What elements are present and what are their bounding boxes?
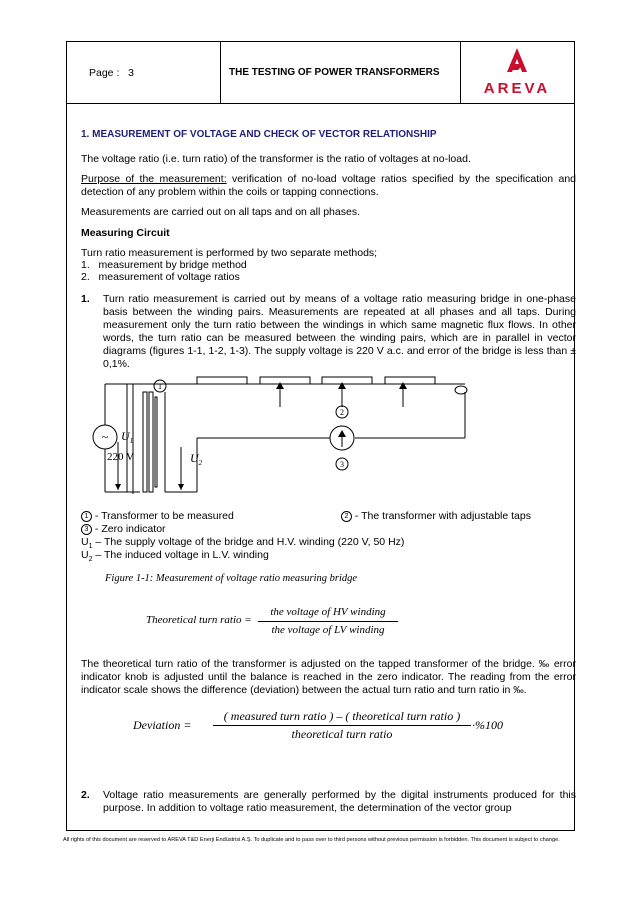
formula-2-denominator: theoretical turn ratio <box>291 727 393 741</box>
formula-1-numerator: the voltage of HV winding <box>270 606 386 618</box>
u2-label: $U_2$ <box>190 451 203 467</box>
diagram-label-1: 1 <box>158 382 162 391</box>
formula-1-lhs: Theoretical turn ratio = <box>146 614 252 626</box>
document-title: THE TESTING OF POWER TRANSFORMERS <box>229 67 440 78</box>
supply-voltage-label: 220 V <box>107 451 134 463</box>
adjustment-paragraph: The theoretical turn ratio of the transformer is adjusted on the tapped transformer of the bridge. ‰ error indicator knob is adjusted until the balance is reached in the zero indicator. The reading from the error indicator scale shows the difference (deviation) between the actual turn ratio and turn ratio in ‰. <box>81 658 576 696</box>
logo-text: AREVA <box>483 80 551 97</box>
item-1-number: 1. <box>81 293 90 305</box>
diagram-label-2: 2 <box>340 408 344 417</box>
document-title-cell <box>220 42 461 103</box>
page-number <box>89 67 134 79</box>
diagram-label-3: 3 <box>340 460 344 469</box>
legend-item-2: 2 - The transformer with adjustable taps <box>341 510 531 523</box>
legend-u1: $U_1$ – The supply voltage of the bridge and H.V. winding (220 V, 50 Hz) <box>81 536 405 551</box>
method-1: 1. measurement by bridge method <box>81 259 247 271</box>
areva-logo-icon <box>460 42 574 103</box>
copyright-footer: All rights of this document are reserved to AREVA T&D Enerji Endüstrisi A.Ş. To duplicate and to pass over to third persons without previous permission is forbidden. This document is subject to change. <box>63 837 560 843</box>
u1-label: $U_1$ <box>121 429 134 445</box>
formula-2-fraction-bar <box>213 725 471 726</box>
legend-item-3: 3 - Zero indicator <box>81 523 166 536</box>
ac-source-symbol: ~ <box>101 430 109 444</box>
logo-cell <box>460 42 574 103</box>
page-value: 3 <box>128 67 134 79</box>
formula-2-suffix: ·%100 <box>472 718 503 732</box>
figure-caption: Figure 1-1: Measurement of voltage ratio measuring bridge <box>105 573 358 584</box>
methods-intro: Turn ratio measurement is performed by two separate methods; <box>81 247 378 259</box>
legend-item-1: 1 - Transformer to be measured <box>81 510 234 523</box>
intro-paragraph: The voltage ratio (i.e. turn ratio) of the transformer is the ratio of voltages at no-load. <box>81 153 471 165</box>
item-1-text: Turn ratio measurement is carried out by means of a voltage ratio measuring bridge in one-phase basis between the winding pairs. Measurements are repeated at all phases and all taps. During measurement only the turn ratio between the windings in which same magnetic flux flows. In other words, the turn ratio can be measured between the winding pairs, which are in parallel in vector diagrams (figures 1-1, 1-2, 1-3). The supply voltage is 220 V a.c. and error of the bridge is less than ± 0,1%. <box>103 293 576 370</box>
legend-u2: $U_2$ – The induced voltage in L.V. winding <box>81 549 269 564</box>
purpose-text: verification of no-load voltage ratios specified by the specification and detection of any problem within the coils or tapping connections. <box>81 173 576 198</box>
page-number-cell <box>67 42 221 103</box>
formula-2-lhs: Deviation = <box>133 718 192 732</box>
purpose-paragraph <box>81 173 576 199</box>
bridge-circuit-diagram <box>85 372 490 502</box>
item-2-number: 2. <box>81 789 90 801</box>
section-heading: 1. MEASUREMENT OF VOLTAGE AND CHECK OF VECTOR RELATIONSHIP <box>81 129 437 140</box>
formula-2-numerator: ( measured turn ratio ) – ( theoretical turn ratio ) <box>223 709 461 723</box>
item-2-text: Voltage ratio measurements are generally performed by the digital instruments produced for this purpose. In addition to voltage ratio measurement, the determination of the vector group <box>103 789 576 814</box>
formula-1-denominator: the voltage of LV winding <box>271 624 385 636</box>
purpose-label: Purpose of the measurement: <box>81 173 227 185</box>
formula-1-fraction-bar <box>258 621 398 622</box>
measuring-circuit-heading: Measuring Circuit <box>81 227 170 239</box>
method-2: 2. measurement of voltage ratios <box>81 271 240 283</box>
scope-paragraph: Measurements are carried out on all taps and on all phases. <box>81 206 360 218</box>
page-header <box>67 42 574 104</box>
page-label: Page : <box>89 67 120 79</box>
